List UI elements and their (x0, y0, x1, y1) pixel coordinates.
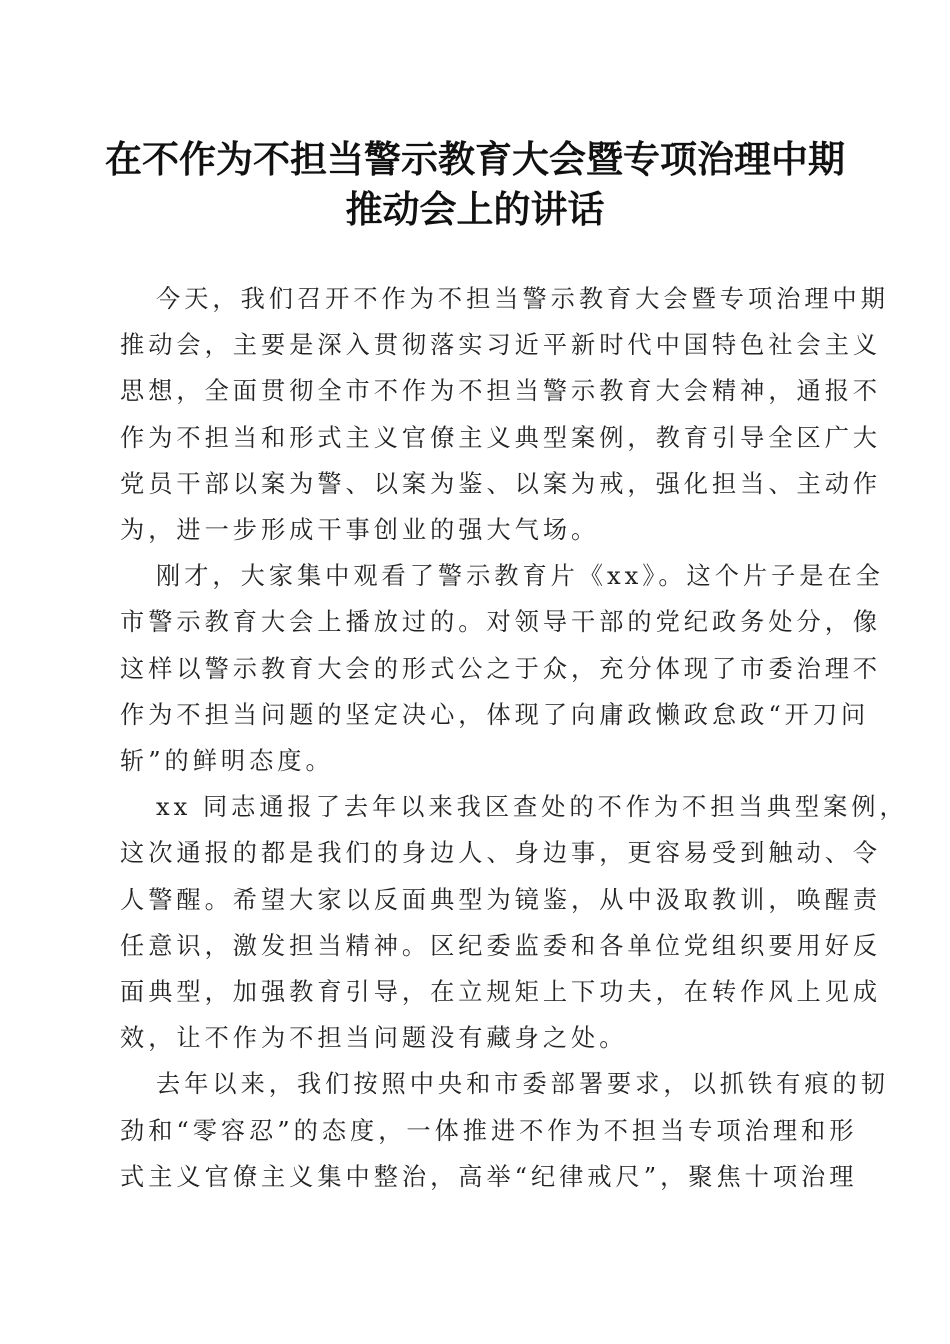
paragraph-line: 面典型，加强教育引导，在立规矩上下功夫，在转作风上见成 (120, 978, 882, 1007)
paragraph-line: 刚才，大家集中观看了警示教育片《xx》。这个片子是在全 (156, 562, 884, 591)
paragraph-line: 为，进一步形成干事创业的强大气场。 (120, 516, 600, 545)
paragraph-line: 今天，我们召开不作为不担当警示教育大会暨专项治理中期 (156, 285, 889, 313)
paragraph-line: 斩”的鲜明态度。 (120, 747, 334, 776)
paragraph-line: 任意识，激发担当精神。区纪委监委和各单位党组织要用好反 (120, 931, 882, 960)
paragraph-3 (120, 784, 908, 1061)
paragraph-line: 式主义官僚主义集中整治，高举“纪律戒尺”，聚焦十项治理 (120, 1162, 858, 1191)
paragraph-line: 这次通报的都是我们的身边人、身边事，更容易受到触动、令 (120, 839, 882, 868)
paragraph-line: 推动会，主要是深入贯彻落实习近平新时代中国特色社会主义 (120, 331, 882, 360)
paragraph-line: 这样以警示教育大会的形式公之于众，充分体现了市委治理不 (120, 654, 882, 683)
paragraph-1 (120, 276, 889, 553)
paragraph-line: 思想，全面贯彻全市不作为不担当警示教育大会精神，通报不 (120, 377, 882, 406)
document-title (100, 134, 850, 234)
paragraph-line: 去年以来，我们按照中央和市委部署要求，以抓铁有痕的韧 (156, 1070, 889, 1099)
document-body (120, 276, 908, 1200)
paragraph-line: 人警醒。希望大家以反面典型为镜鉴，从中汲取教训，唤醒责 (120, 885, 882, 914)
title-line-2: 推动会上的讲话 (345, 187, 605, 231)
paragraph-line: 党员干部以案为警、以案为鉴、以案为戒，强化担当、主动作 (120, 469, 882, 498)
paragraph-2 (120, 553, 884, 784)
paragraph-line: 劲和“零容忍”的态度，一体推进不作为不担当专项治理和形 (120, 1116, 858, 1145)
title-line-1: 在不作为不担当警示教育大会暨专项治理中期 (105, 137, 845, 181)
paragraph-line: xx 同志通报了去年以来我区查处的不作为不担当典型案例， (156, 793, 908, 822)
paragraph-line: 市警示教育大会上播放过的。对领导干部的党纪政务处分，像 (120, 608, 882, 637)
paragraph-line: 作为不担当问题的坚定决心，体现了向庸政懒政怠政“开刀问 (120, 700, 870, 729)
paragraph-line: 作为不担当和形式主义官僚主义典型案例，教育引导全区广大 (120, 423, 882, 452)
paragraph-line: 效，让不作为不担当问题没有藏身之处。 (120, 1024, 628, 1053)
paragraph-4 (120, 1061, 889, 1200)
